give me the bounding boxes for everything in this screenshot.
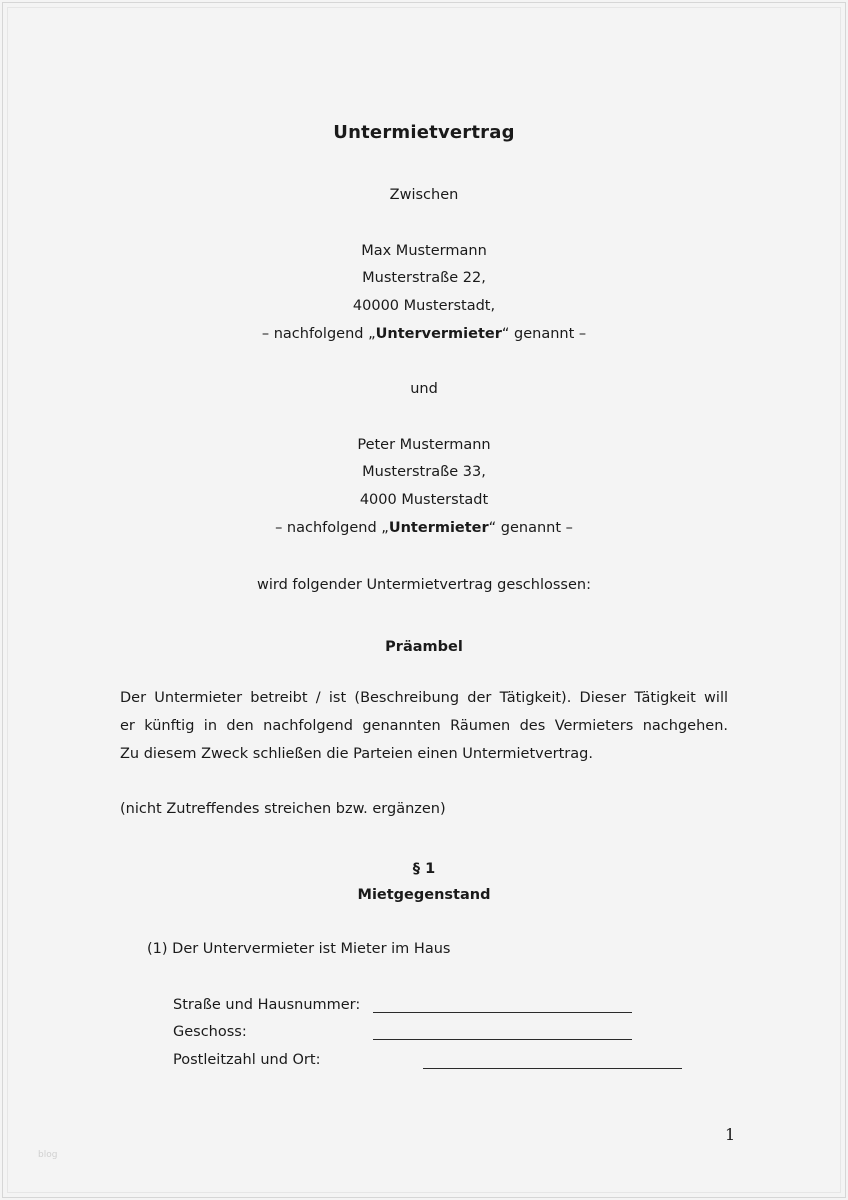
field-label-street: Straße und Hausnummer: <box>173 997 361 1013</box>
tenant-role-prefix: – nachfolgend „ <box>275 520 389 536</box>
section-1-number: § 1 <box>412 861 436 877</box>
page-border <box>2 2 846 1198</box>
page-number: 1 <box>725 1125 736 1144</box>
field-label-floor: Geschoss: <box>173 1024 247 1040</box>
field-label-postcode-city: Postleitzahl und Ort: <box>173 1052 321 1068</box>
tenant-role: Untermieter <box>388 520 489 536</box>
landlord-role: Untervermieter <box>375 326 502 342</box>
section-1-heading: Mietgegenstand <box>357 887 491 903</box>
landlord-role-suffix: “ genannt – <box>501 326 587 342</box>
and-label: und <box>410 381 438 397</box>
watermark: blog <box>38 1150 58 1160</box>
between-label: Zwischen <box>389 187 459 203</box>
landlord-name: Max Mustermann <box>361 243 487 259</box>
tenant-role-suffix: “ genannt – <box>488 520 573 536</box>
landlord-role-line <box>0 325 848 343</box>
concluded-statement: wird folgender Untermietvertrag geschlossen: <box>257 577 591 593</box>
preamble-line-2: er künftig in den nachfolgend genannten Räumen des Vermieters nachgehen. <box>120 718 728 734</box>
tenant-city: 4000 Musterstadt <box>359 492 489 508</box>
field-blank-postcode-city[interactable] <box>423 1068 682 1069</box>
page-inner-border <box>7 7 841 1193</box>
preamble-note: (nicht Zutreffendes streichen bzw. ergänzen) <box>120 801 446 817</box>
tenant-role-line <box>0 519 848 537</box>
section-1-clause-1: (1) Der Untervermieter ist Mieter im Haus <box>147 941 451 957</box>
preamble-line-3: Zu diesem Zweck schließen die Parteien einen Untermietvertrag. <box>120 746 593 762</box>
landlord-city: 40000 Musterstadt, <box>352 298 496 314</box>
landlord-role-prefix: – nachfolgend „ <box>261 326 376 342</box>
landlord-street: Musterstraße 22, <box>362 270 486 286</box>
field-blank-floor[interactable] <box>373 1039 632 1040</box>
preamble-line-1: Der Untermieter betreibt / ist (Beschreibung der Tätigkeit). Dieser Tätigkeit will <box>120 690 728 706</box>
tenant-name: Peter Mustermann <box>357 437 491 453</box>
field-blank-street[interactable] <box>373 1012 632 1013</box>
tenant-street: Musterstraße 33, <box>362 464 486 480</box>
preamble-heading: Präambel <box>385 639 463 655</box>
document-title: Untermietvertrag <box>333 122 515 143</box>
